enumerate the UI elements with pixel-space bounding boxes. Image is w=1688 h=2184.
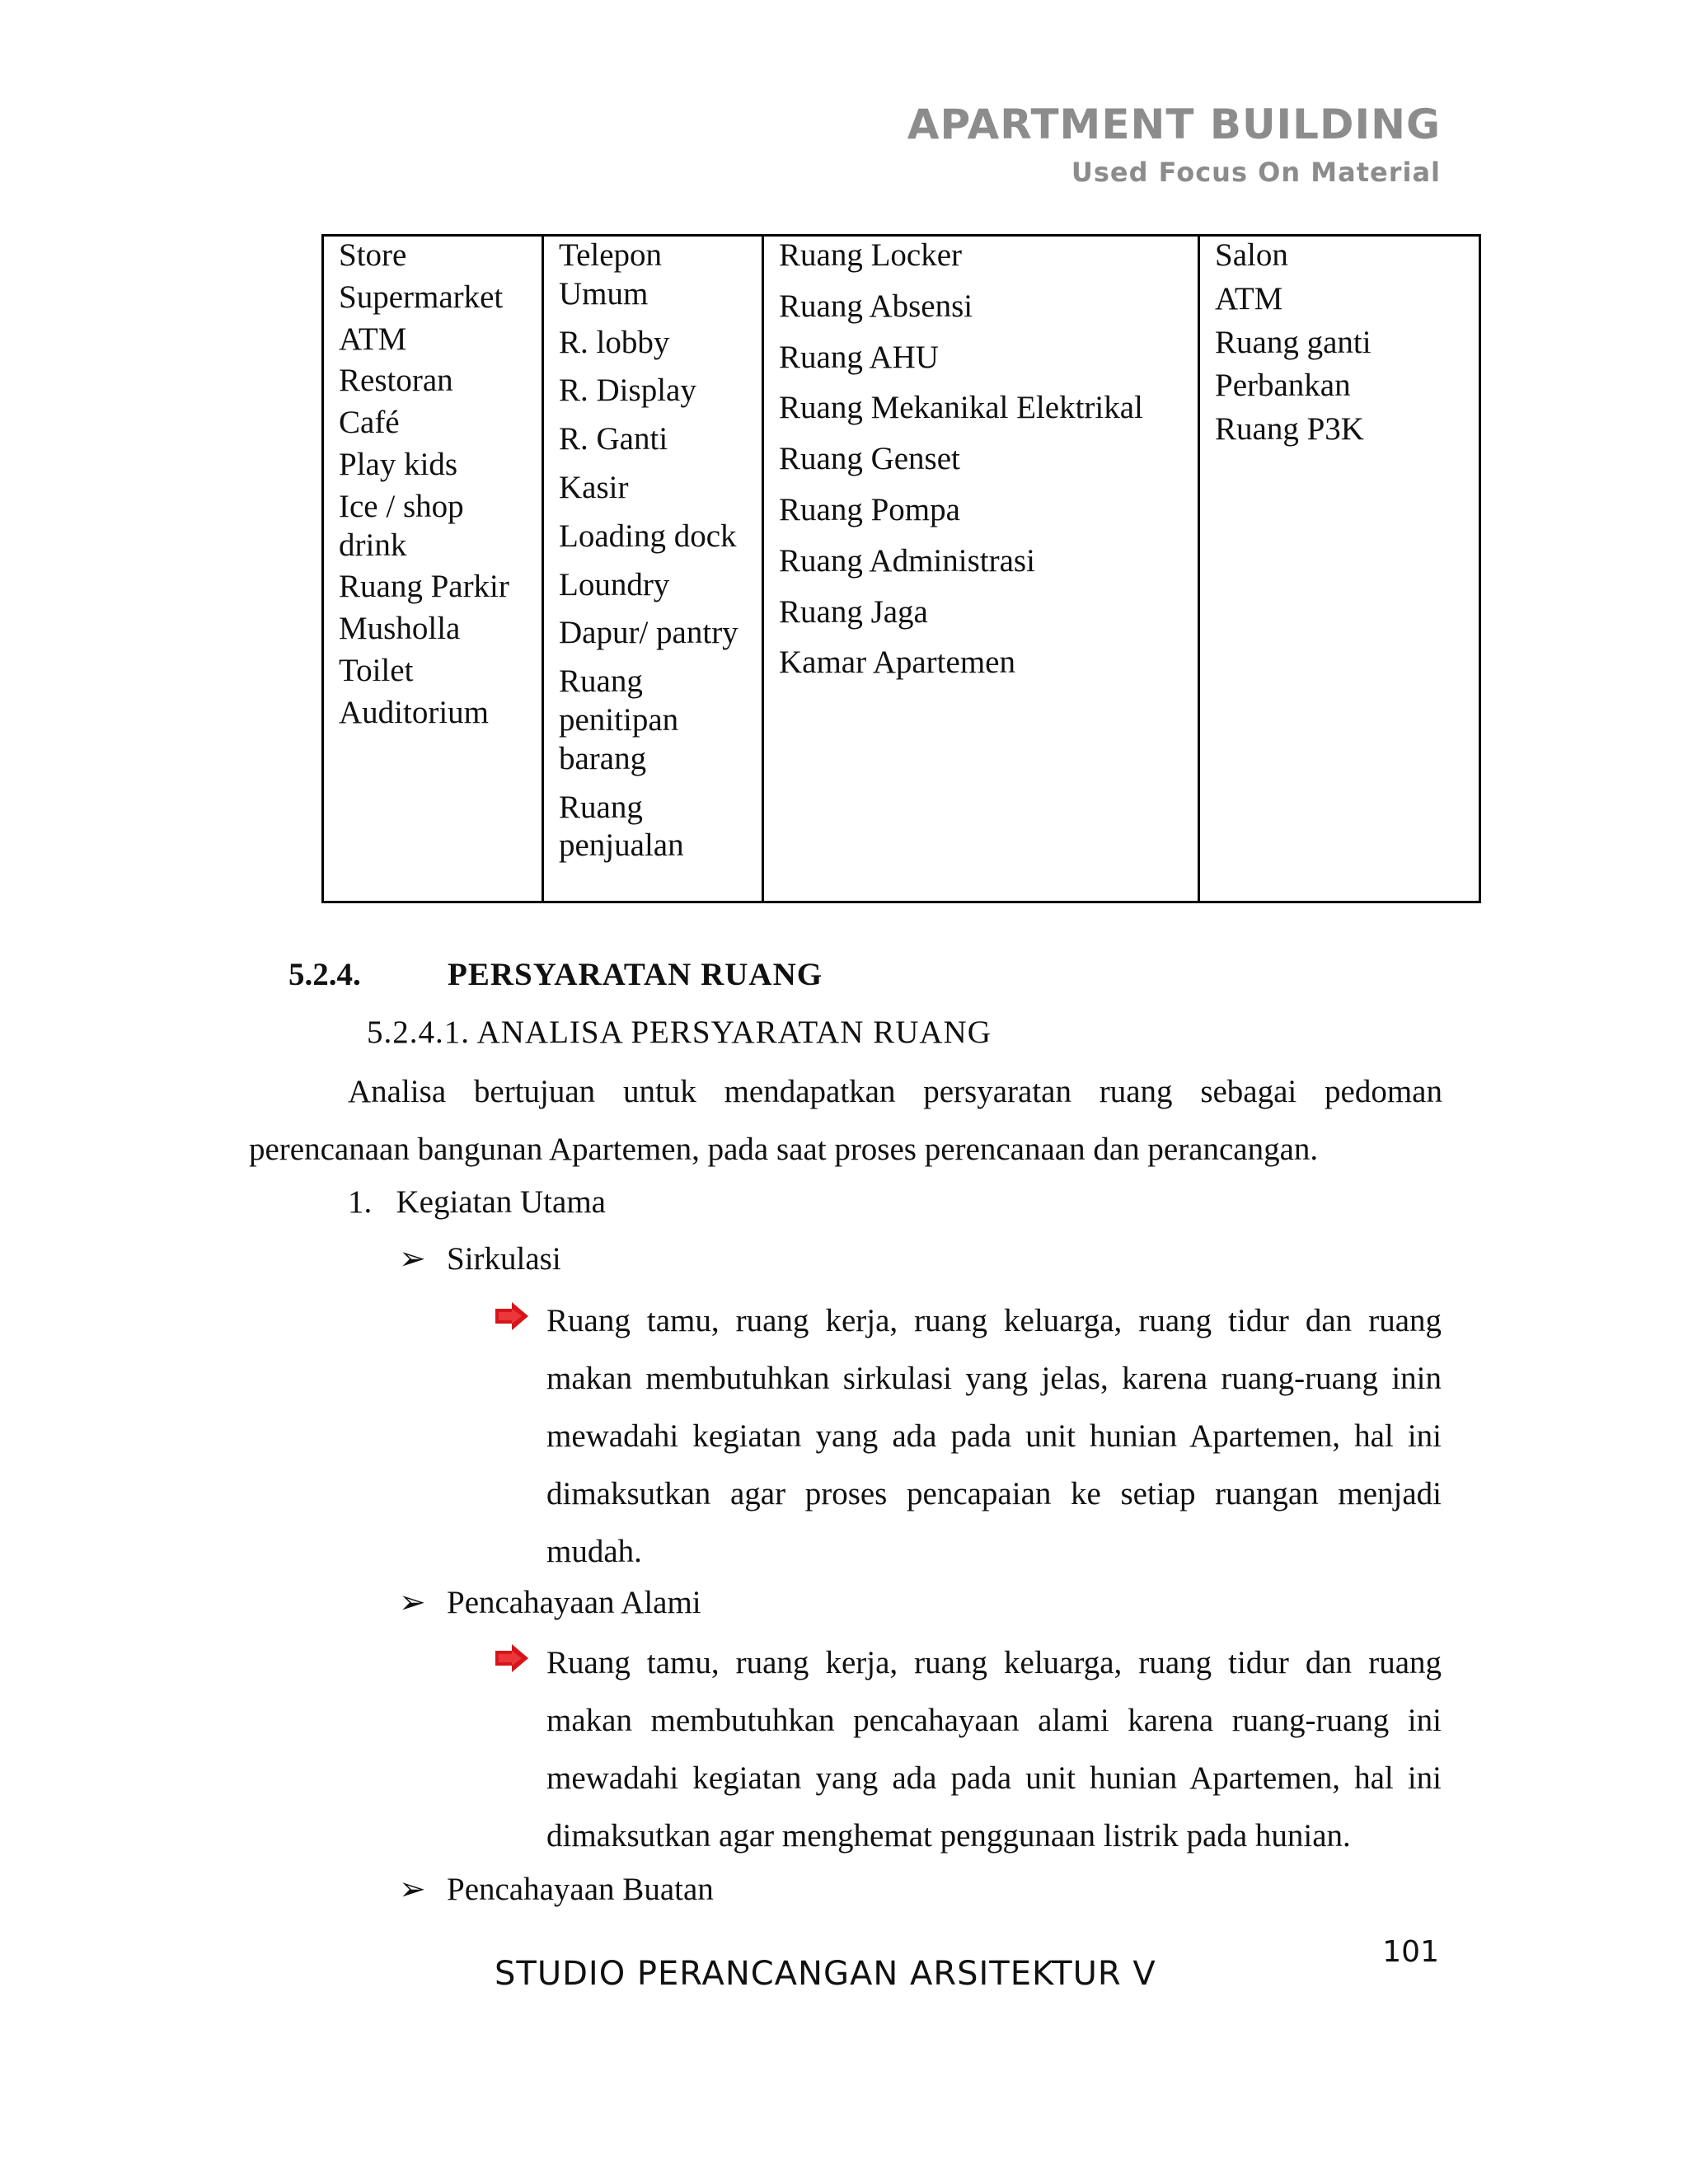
page-number: 101 [1382,1935,1439,1969]
list-item: Ice / shop drink [339,488,464,563]
red-arrow-icon [495,1644,528,1672]
list-item: Store [339,237,407,273]
list-item: Ruang Parkir [339,569,509,605]
list-item: Ruang Locker [779,237,963,273]
list-item: Ruang Jaga [779,593,928,630]
list-item: Auditorium [339,694,489,730]
bullet-label: Pencahayaan Alami [447,1585,701,1620]
space-program-table [321,234,1481,903]
subsection-title: 5.2.4.1. ANALISA PERSYARATAN RUANG [367,1015,992,1050]
list-item: Ruang AHU [779,339,939,375]
list-item: Restoran [339,363,453,399]
list-item: Ruang P3K [1215,411,1364,448]
table-column-2 [543,236,763,902]
bullet-paragraph: Ruang tamu, ruang kerja, ruang keluarga, ruang tidur dan ruang makan membutuhkan pencahayaan alami karena ruang-ruang ini mewadahi kegiatan yang ada pada unit hunian Apartemen, hal ini dimaksutkan agar menghemat penggunaan listrik pada hunian. [546,1645,1442,1854]
header-subtitle: Used Focus On Material [1071,157,1441,188]
table-row [323,236,1480,902]
list-item: Ruang Genset [779,441,960,477]
table-column-3 [763,236,1199,902]
bullet-paragraph: Ruang tamu, ruang kerja, ruang keluarga, ruang tidur dan ruang makan membutuhkan sirkulasi yang jelas, karena ruang-ruang inin mewadahi kegiatan yang ada pada unit hunian Apartemen, hal ini dimaksutkan agar proses pencapaian ke setiap ruangan menjadi mudah. [546,1303,1442,1569]
bullet-label: Pencahayaan Buatan [447,1872,714,1907]
arrowhead-bullet-icon: ➢ [399,1241,426,1277]
table-column-1 [323,236,543,902]
bullet-item [399,1240,561,1277]
intro-paragraph: Analisa bertujuan untuk mendapatkan persyaratan ruang sebagai pedoman perencanaan bangunan Apartemen, pada saat proses perencanaan dan perancangan. [249,1074,1442,1167]
list-item: Ruang Absensi [779,288,973,324]
list-item: Dapur/ pantry [559,615,738,651]
list-item: Ruang Administrasi [779,542,1035,579]
list-item: Kamar Apartemen [779,644,1015,681]
numbered-item: 1. Kegiatan Utama [348,1184,606,1220]
list-item: Toilet [339,652,414,688]
list-item: ATM [1215,280,1283,316]
bullet-label: Sirkulasi [447,1241,561,1277]
list-item: Salon [1215,237,1288,273]
list-item: Loundry [559,566,670,602]
bullet-item [399,1871,714,1908]
list-item: Telepon Umum [559,237,663,312]
list-item: Loading dock [559,518,737,554]
table-column-4 [1199,236,1480,902]
list-item: Kasir [559,469,629,505]
list-item: Supermarket [339,279,504,315]
list-item: Perbankan [1215,368,1351,404]
list-item: R. Display [559,373,696,409]
footer-text: STUDIO PERANCANGAN ARSITEKTUR V [495,1955,1156,1993]
list-item: R. lobby [559,324,670,360]
list-item: ATM [339,321,407,357]
arrowhead-bullet-icon: ➢ [399,1872,426,1907]
list-item: Ruang penjualan [559,789,684,864]
section-title: PERSYARATAN RUANG [448,957,823,992]
list-item: Ruang ganti [1215,324,1372,360]
list-item: Café [339,405,400,441]
header-title: APARTMENT BUILDING [907,101,1441,148]
list-item: Ruang Mekanikal Elektrikal [779,390,1143,426]
list-item: Ruang Pompa [779,491,960,527]
bullet-item [399,1584,701,1621]
section-number: 5.2.4. [288,957,361,992]
red-arrow-icon [495,1302,528,1330]
list-item: Ruang penitipan barang [559,663,679,776]
arrowhead-bullet-icon: ➢ [399,1585,426,1620]
list-item: Musholla [339,611,461,647]
list-item: R. Ganti [559,421,668,457]
list-item: Play kids [339,446,458,482]
